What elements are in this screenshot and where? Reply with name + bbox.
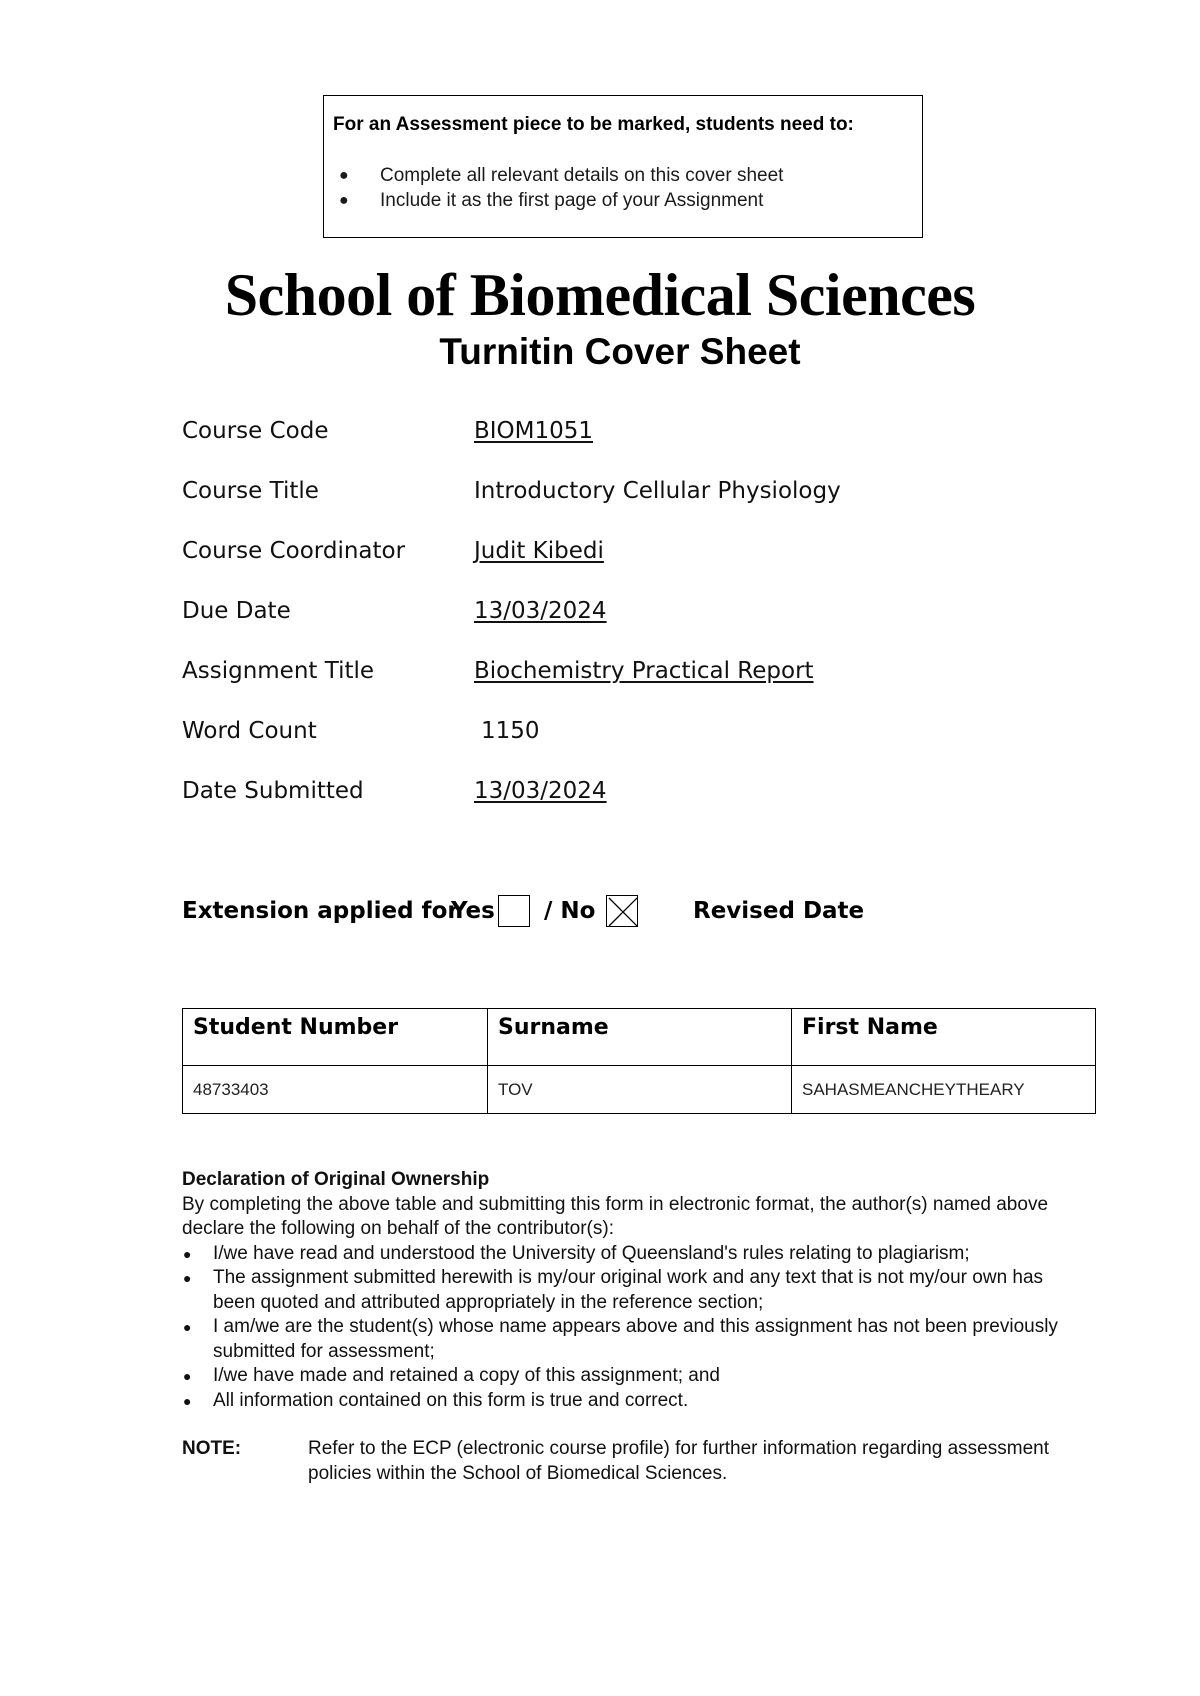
bullet-icon: ● bbox=[183, 1392, 192, 1409]
word-count-label: Word Count bbox=[182, 718, 317, 744]
due-date-label: Due Date bbox=[182, 598, 291, 624]
declaration-title: Declaration of Original Ownership bbox=[182, 1169, 490, 1190]
declaration-list bbox=[182, 1242, 1082, 1414]
instructions-box bbox=[323, 95, 923, 238]
course-code-value: BIOM1051 bbox=[474, 418, 594, 444]
extension-no-checkbox[interactable] bbox=[606, 895, 638, 927]
assignment-title-value: Biochemistry Practical Report bbox=[474, 658, 814, 684]
student-details-table bbox=[182, 1008, 1096, 1114]
declaration-item: ● All information contained on this form is true and correct. bbox=[182, 1389, 1082, 1414]
declaration-intro: By completing the above table and submitting this form in electronic format, the author(s) named above declare the following on behalf of the contributor(s): bbox=[182, 1193, 1049, 1239]
declaration-item: ● I/we have made and retained a copy of this assignment; and bbox=[182, 1364, 1082, 1389]
word-count-value: 1150 bbox=[481, 718, 540, 744]
revised-date-label: Revised Date bbox=[693, 898, 865, 924]
bullet-icon: ● bbox=[183, 1368, 192, 1384]
bullet-icon: ● bbox=[339, 192, 349, 209]
table-header-row bbox=[183, 1009, 1096, 1066]
student-number-cell: 48733403 bbox=[183, 1066, 488, 1114]
declaration-section bbox=[182, 1168, 1082, 1413]
declaration-item: ● I/we have read and understood the University of Queensland's rules relating to plagiarism; bbox=[182, 1242, 1082, 1267]
student-number-header: Student Number bbox=[183, 1009, 488, 1066]
instructions-list bbox=[324, 163, 783, 213]
bullet-icon: ● bbox=[183, 1270, 192, 1286]
extension-yes-checkbox[interactable] bbox=[498, 895, 530, 927]
extension-no-label: / No bbox=[544, 898, 596, 924]
extension-label: Extension applied for bbox=[182, 898, 459, 924]
bullet-icon: ● bbox=[339, 167, 349, 184]
bullet-icon: ● bbox=[183, 1319, 192, 1335]
first-name-cell: SAHASMEANCHEYTHEARY bbox=[792, 1066, 1096, 1114]
course-title-value: Introductory Cellular Physiology bbox=[474, 478, 841, 504]
sheet-title: Turnitin Cover Sheet bbox=[439, 331, 801, 372]
course-title-label: Course Title bbox=[182, 478, 319, 504]
note-label: NOTE: bbox=[182, 1438, 242, 1459]
check-cross-icon bbox=[607, 896, 639, 928]
course-coordinator-label: Course Coordinator bbox=[182, 538, 406, 564]
instruction-item: ● Include it as the first page of your Assignment bbox=[339, 190, 764, 211]
surname-header: Surname bbox=[488, 1009, 792, 1066]
first-name-header: First Name bbox=[792, 1009, 1096, 1066]
surname-cell: TOV bbox=[488, 1066, 792, 1114]
declaration-item: ● I am/we are the student(s) whose name appears above and this assignment has not been previously submitted for assessment; bbox=[183, 1316, 1058, 1362]
date-submitted-label: Date Submitted bbox=[182, 778, 364, 804]
assignment-title-label: Assignment Title bbox=[182, 658, 375, 684]
note-text: Refer to the ECP (electronic course profile) for further information regarding assessment policies within the School of Biomedical Sciences. bbox=[308, 1438, 1049, 1484]
course-code-label: Course Code bbox=[182, 418, 329, 444]
date-submitted-value: 13/03/2024 bbox=[474, 778, 607, 804]
school-title: School of Biomedical Sciences bbox=[224, 262, 976, 328]
bullet-icon: ● bbox=[183, 1245, 192, 1262]
table-row bbox=[183, 1066, 1096, 1114]
instructions-title: For an Assessment piece to be marked, students need to: bbox=[333, 114, 854, 135]
extension-yes-label: Yes bbox=[451, 898, 495, 924]
instruction-item: ● Complete all relevant details on this cover sheet bbox=[339, 165, 784, 186]
course-coordinator-value: Judit Kibedi bbox=[474, 538, 604, 564]
due-date-value: 13/03/2024 bbox=[474, 598, 607, 624]
declaration-item: ● The assignment submitted herewith is my/our original work and any text that is not my/our own has been quoted and attributed appropriately in the reference section; bbox=[183, 1267, 1044, 1313]
